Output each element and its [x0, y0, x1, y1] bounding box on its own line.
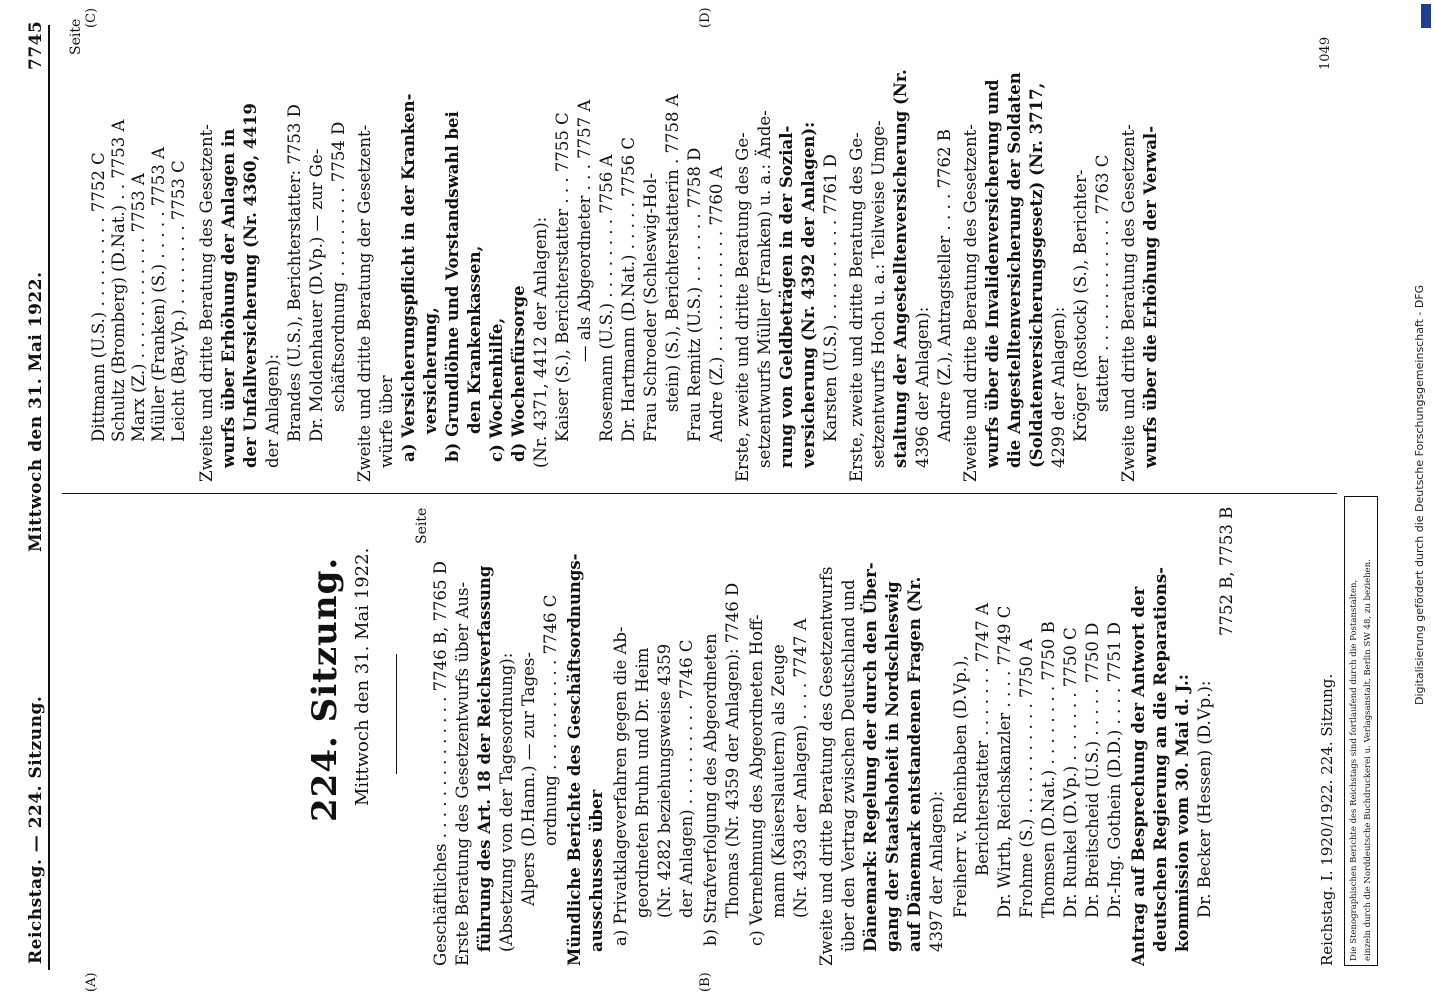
toc-line: Kröger (Rostock) (S.), Berichter-: [1071, 169, 1090, 442]
toc-line: Frau Remitz (U.S.) . . . . . . . 7758 D: [685, 147, 704, 442]
column-rule: [62, 493, 1337, 494]
toc-line: Antrag auf Besprechung der Antwort der: [1129, 586, 1148, 966]
toc-line: Andre (Z.), Antragsteller . . . . 7762 B: [935, 129, 954, 442]
toc-line: den Krankenkassen,: [465, 245, 484, 434]
toc-line: Rosemann (U.S.) . . . . . . . . 7756 A: [597, 154, 616, 442]
toc-line: Frau Schroeder (Schleswig-Hol-: [641, 172, 660, 442]
toc-line: Dr. Becker (Hessen) (D.Vp.):: [1195, 680, 1214, 918]
toc-line: Karsten (U.S.) . . . . . . . . . . 7761 D: [821, 154, 840, 442]
toc-line: Dr. Moldenhauer (D.Vp.) — zur Ge-: [307, 148, 326, 442]
toc-line: — als Abgeordneter . . . 7757 A: [575, 99, 594, 362]
toc-line: Alpers (D.Hann.) — zur Tages-: [519, 652, 538, 906]
title-rule: [396, 654, 397, 774]
toc-line: Thomsen (D.Nat.) . . . . . . . . 7750 B: [1039, 621, 1058, 918]
toc-line: Geschäftliches . . . . . . . . . . . . . . 7746 B, 7765 D: [431, 561, 450, 966]
toc-line: ausschusses über: [587, 789, 606, 952]
toc-line: Dittmann (U.S.) . . . . . . . . . 7752 C: [89, 152, 108, 442]
toc-line: wurfs über Erhöhung der Anlagen in: [219, 128, 238, 468]
toc-line: versicherung,: [421, 307, 440, 434]
toc-line: b) Grundlöhne und Vorstandswahl bei: [443, 111, 462, 462]
toc-line: Zweite und dritte Beratung des Gesetzent-: [961, 124, 980, 482]
session-date: Mittwoch den 31. Mai 1922.: [352, 547, 373, 806]
margin-letter-b: (B): [698, 972, 713, 992]
running-head-left: Reichstag. — 224. Sitzung.: [26, 695, 46, 964]
toc-line: Müller (Franken) (S.) . . . . . 7753 A: [149, 147, 168, 442]
toc-line: Mündliche Berichte des Geschäftsordnungs-: [565, 553, 584, 966]
distribution-line-2: einzeln durch die Norddeutsche Buchdruckerei u. Verlagsanstalt, Berlin SW 48, zu beziehen.: [1363, 559, 1373, 961]
distribution-box: [1344, 496, 1378, 966]
toc-line: rung von Geldbeträgen in der Sozial-: [777, 125, 796, 468]
toc-line: wurfs über die Erhöhung der Verwal-: [1141, 125, 1160, 468]
toc-line: Marx (Z.) . . . . . . . . . . . . 7753 A: [129, 173, 148, 442]
toc-line: 4396 der Anlagen):: [913, 306, 932, 468]
toc-line: d) Wochenfürsorge: [509, 285, 528, 462]
toc-line: versicherung (Nr. 4392 der Anlagen):: [799, 121, 818, 468]
toc-line: Erste Beratung des Gesetzentwurfs über Aus-: [453, 581, 472, 966]
toc-line: Dr. Runkel (D.Vp.) . . . . . . . 7750 C: [1061, 627, 1080, 918]
dfg-side-note: Digitalisierung gefördert durch die Deutsche Forschungsgemeinschaft - DFG: [1413, 284, 1426, 705]
toc-line: setzentwurfs Hoch u. a.: Teilweise Umge-: [869, 120, 888, 468]
toc-line: auf Dänemark entstandenen Fragen (Nr.: [905, 576, 924, 952]
toc-line: mann (Kaiserslautern) als Zeuge: [769, 644, 788, 918]
margin-letter-a: (A): [84, 972, 99, 992]
toc-line: c) Wochenhilfe,: [487, 317, 506, 462]
toc-line: stein) (S.), Berichterstatterin . 7758 A: [663, 94, 682, 412]
toc-line: statter . . . . . . . . . . . . . 7763 C: [1093, 154, 1112, 412]
header-rule: [48, 25, 50, 970]
toc-line: geordneten Bruhn und Dr. Heim: [633, 647, 652, 918]
toc-line: deutschen Regierung an die Reparations-: [1151, 566, 1170, 952]
toc-line: (Nr. 4393 der Anlagen) . . . . 7747 A: [791, 618, 810, 918]
seite-label-left: Seite: [414, 507, 430, 544]
toc-line: 4299 der Anlagen):: [1049, 306, 1068, 468]
toc-line: Dr. Hartmann (D.Nat.) . . . . . 7756 C: [619, 137, 638, 442]
toc-line: Thomas (Nr. 4359 der Anlagen): 7746 D: [723, 582, 742, 918]
toc-line: Dr.-Ing. Gothein (D.D.) . . . . 7751 D: [1105, 622, 1124, 918]
toc-line: (Absetzung von der Tagesordnung):: [497, 652, 516, 952]
toc-line: Zweite und dritte Beratung des Gesetzent-: [197, 124, 216, 482]
toc-line: Zweite und dritte Beratung des Gesetzent-: [1119, 124, 1138, 482]
sheet-number: 1049: [1318, 36, 1333, 70]
toc-line: gang der Staatshoheit in Nordschleswig: [883, 581, 902, 952]
toc-line: (Soldatenversicherungsgesetz) (Nr. 3717,: [1027, 82, 1046, 468]
distribution-line-1: Die Stenographischen Berichte des Reichstags sind fortlaufend durch die Postanstalten,: [1349, 579, 1359, 961]
toc-line: a) Privatklageverfahren gegen die Ab-: [611, 626, 630, 946]
running-head-center: Mittwoch den 31. Mai 1922.: [26, 271, 46, 552]
toc-line: über den Vertrag zwischen Deutschland und: [839, 579, 858, 952]
toc-line: 7752 B, 7753 B: [1217, 506, 1236, 636]
toc-line: Kaiser (S.), Berichterstatter . . . 7755 C: [553, 112, 572, 442]
toc-line: b) Strafverfolgung des Abgeordneten: [701, 633, 720, 946]
toc-line: schäftsordnung . . . . . . . . . 7754 D: [329, 121, 348, 412]
seite-label-right: Seite: [68, 18, 84, 55]
toc-line: Schultz (Bromberg) (D.Nat.) . . 7753 A: [109, 119, 128, 442]
toc-line: (Nr. 4282 beziehungsweise 4359: [655, 643, 674, 918]
dfg-logo-icon: [1421, 4, 1431, 28]
toc-line: der Anlagen) . . . . . . . . . . 7746 C: [677, 639, 696, 918]
toc-line: führung des Art. 18 der Reichsverfassung: [475, 565, 494, 952]
toc-line: die Angestelltenversicherung der Soldaten: [1005, 72, 1024, 468]
toc-line: der Anlagen):: [263, 353, 282, 468]
toc-line: staltung der Angestelltenversicherung (Nr.: [891, 69, 910, 468]
page-number: 7745: [26, 20, 46, 70]
toc-line: wurfs über die Invalidenversicherung und: [983, 79, 1002, 468]
toc-line: Leicht (Bay.Vp.) . . . . . . . . 7753 C: [169, 160, 188, 442]
toc-line: setzentwurfs Müller (Franken) u. a.: Ände-: [755, 110, 774, 468]
toc-line: Dr. Breitscheid (U.S.) . . . . . 7750 D: [1083, 622, 1102, 918]
toc-line: Frohme (S.) . . . . . . . . . . . 7750 A: [1017, 638, 1036, 918]
toc-line: Zweite und dritte Beratung des Gesetzentwurfs: [817, 566, 836, 966]
toc-line: Dr. Wirth, Reichskanzler . . . . 7749 C: [995, 605, 1014, 918]
margin-letter-d: (D): [698, 7, 713, 28]
footer-note: Reichstag. I. 1920/1922. 224. Sitzung.: [1318, 673, 1336, 966]
toc-line: würfe über: [377, 375, 396, 468]
toc-line: (Nr. 4371, 4412 der Anlagen):: [531, 216, 550, 468]
toc-line: Freiherr v. Rheinbaben (D.Vp.),: [951, 655, 970, 918]
margin-letter-c: (C): [84, 7, 99, 28]
toc-line: kommission vom 30. Mai d. J.:: [1173, 674, 1192, 952]
toc-line: ordnung . . . . . . . . . . . 7746 C: [541, 594, 560, 846]
toc-line: Zweite und dritte Beratung der Gesetzent-: [355, 124, 374, 482]
toc-line: Berichterstatter . . . . . . . 7747 A: [973, 603, 992, 876]
toc-line: Erste, zweite und dritte Beratung des Ge-: [733, 132, 752, 482]
toc-line: 4397 der Anlagen):: [927, 790, 946, 952]
toc-line: der Unfallversicherung (Nr. 4360, 4419: [241, 103, 260, 468]
toc-line: Erste, zweite und dritte Beratung des Ge-: [847, 132, 866, 482]
session-title: 224. Sitzung.: [305, 556, 345, 822]
toc-line: Andre (Z.) . . . . . . . . . . . . 7760 A: [707, 166, 726, 442]
toc-line: a) Versicherungspflicht in der Kranken-: [399, 93, 418, 462]
toc-line: Brandes (U.S.), Berichterstatter: 7753 D: [285, 104, 304, 442]
toc-line: Dänemark: Regelung der durch den Über-: [861, 562, 880, 952]
toc-line: c) Vernehmung des Abgeordneten Hoff-: [747, 614, 766, 946]
